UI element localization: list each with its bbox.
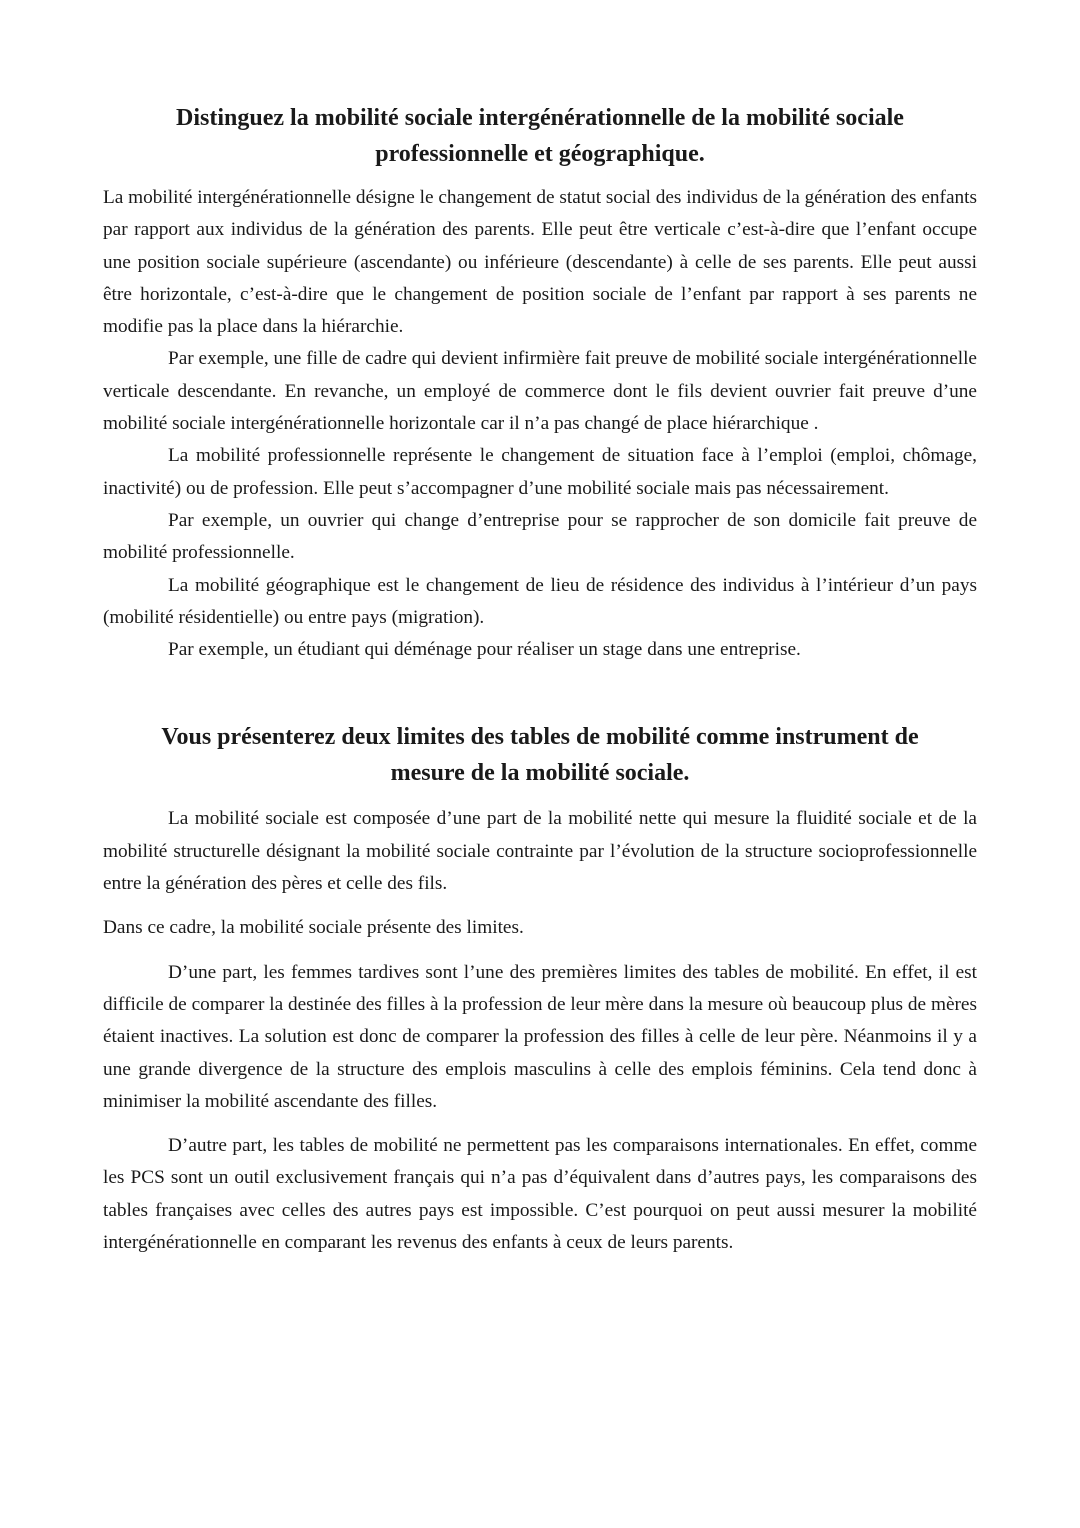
section-1-paragraph: Par exemple, un étudiant qui déménage pour réaliser un stage dans une entreprise. (168, 639, 801, 661)
section-1 (103, 100, 977, 666)
section-1-title (103, 100, 977, 172)
section-1-title-line-2: professionnelle et géographique. (375, 141, 705, 167)
section-2 (103, 719, 977, 1259)
section-2-paragraph: La mobilité sociale est composée d’une part de la mobilité nette qui mesure la fluidité sociale et de la mobilité structurelle désignant la mobilité sociale contrainte par l’évolution de la structure socioprofessionnelle entre la génération des pères et celle des fils. (103, 808, 977, 895)
section-2-title (103, 719, 977, 791)
section-2-paragraph: D’une part, les femmes tardives sont l’une des premières limites des tables de mobilité. En effet, il est difficile de comparer la destinée des filles à la profession de leur mère dans la mesure où beaucoup plus de mères étaient inactives. La solution est donc de comparer la profession des filles à celle de leur père. Néanmoins il y a une grande divergence de la structure des emplois masculins à celle des emplois féminins. Cela tend donc à minimiser la mobilité ascendante des filles. (103, 961, 977, 1112)
section-1-title-line-1: Distinguez la mobilité sociale intergénérationnelle de la mobilité sociale (176, 105, 904, 131)
section-1-paragraph: La mobilité géographique est le changement de lieu de résidence des individus à l’intérieur d’un pays (mobilité résidentielle) ou entre pays (migration). (103, 574, 977, 628)
section-1-paragraph: La mobilité intergénérationnelle désigne le changement de statut social des individus de la génération des enfants par rapport aux individus de la génération des parents. Elle peut être verticale c’est-à-dire que l’enfant occupe une position sociale supérieure (ascendante) ou inférieure (descendante) à celle de ses parents. Elle peut aussi être horizontale, c’est-à-dire que le changement de position sociale de l’enfant par rapport à ses parents ne modifie pas la place dans la hiérarchie. (103, 187, 977, 338)
section-2-paragraph: D’autre part, les tables de mobilité ne permettent pas les comparaisons internationales. En effet, comme les PCS sont un outil exclusivement français qui n’a pas d’équivalent dans d’autres pays, les comparaisons des tables françaises avec celles des autres pays est impossible. C’est pourquoi on peut aussi mesurer la mobilité intergénérationnelle en comparant les revenus des enfants à ceux de leurs parents. (103, 1135, 977, 1254)
section-2-title-line-2: mesure de la mobilité sociale. (390, 760, 690, 787)
section-2-title-line-1: Vous présenterez deux limites des tables de mobilité comme instrument de (161, 724, 919, 751)
section-1-paragraph: La mobilité professionnelle représente le changement de situation face à l’emploi (emploi, chômage, inactivité) ou de profession. Elle peut s’accompagner d’une mobilité sociale mais pas nécessairement. (103, 445, 977, 499)
section-1-paragraph: Par exemple, une fille de cadre qui devient infirmière fait preuve de mobilité sociale intergénérationnelle verticale descendante. En revanche, un employé de commerce dont le fils devient ouvrier fait preuve d’une mobilité sociale intergénérationnelle horizontale car il n’a pas changé de place hiérarchique . (103, 348, 977, 435)
section-1-paragraph: Par exemple, un ouvrier qui change d’entreprise pour se rapprocher de son domicile fait preuve de mobilité professionnelle. (103, 509, 977, 564)
document-page (103, 100, 977, 1259)
section-2-paragraph: Dans ce cadre, la mobilité sociale présente des limites. (103, 917, 524, 939)
